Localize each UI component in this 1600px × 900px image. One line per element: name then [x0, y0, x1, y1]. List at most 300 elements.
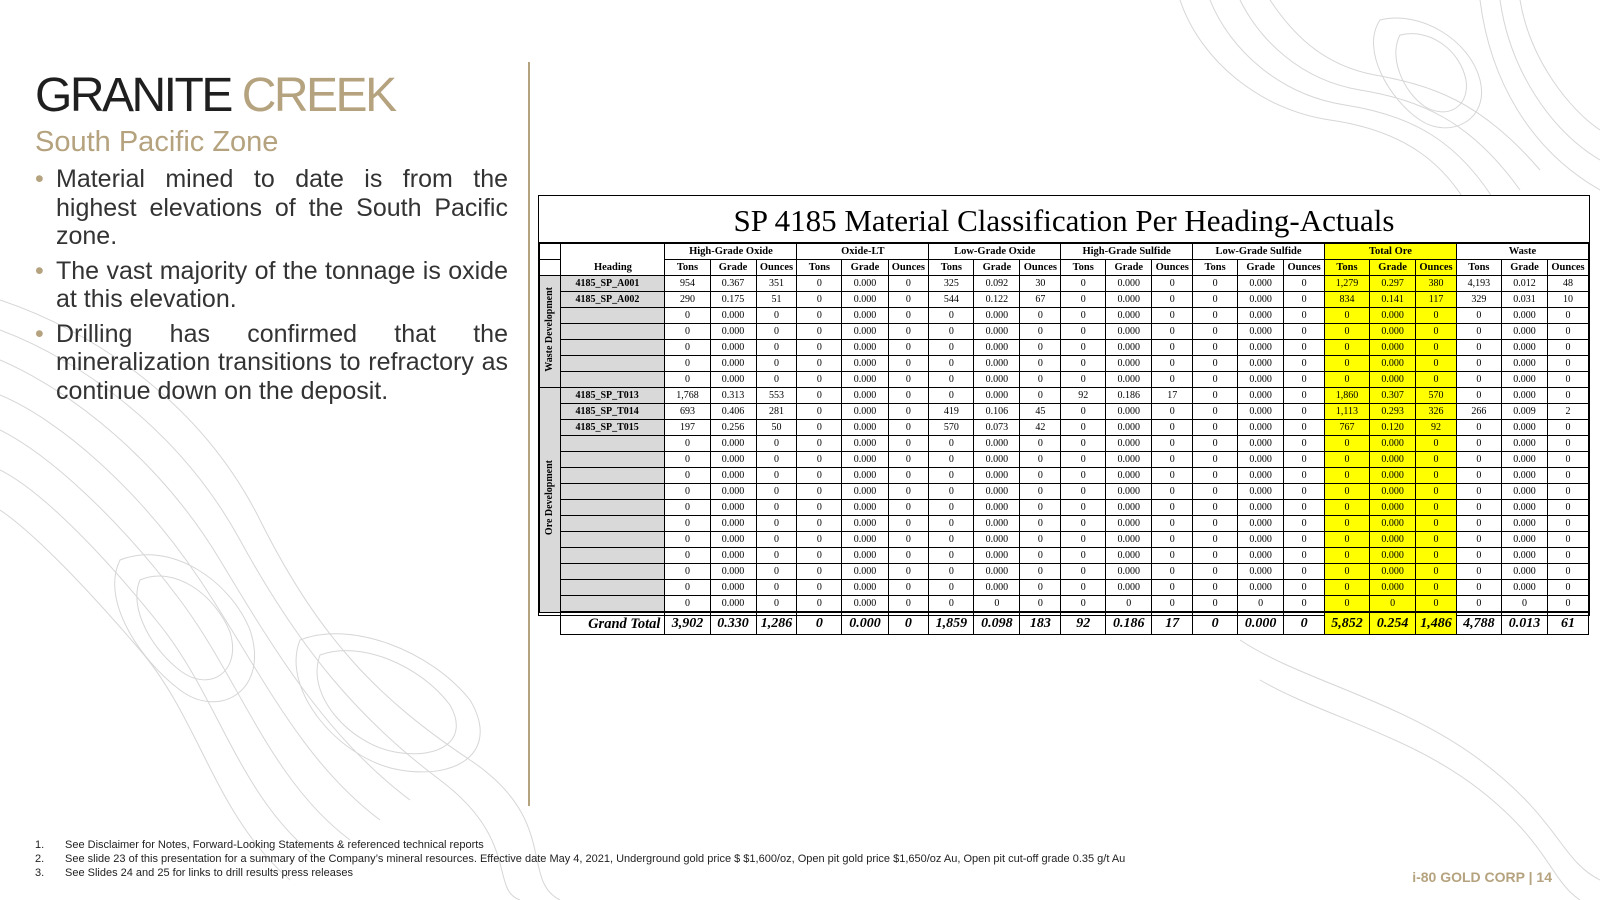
value-cell: 0.000 [710, 452, 756, 468]
value-cell: 0 [1548, 516, 1589, 532]
value-cell: 0.000 [974, 436, 1020, 452]
value-cell: 0 [1061, 516, 1106, 532]
value-cell: 0 [797, 468, 842, 484]
value-cell: 0 [929, 548, 974, 564]
value-cell: 0 [888, 388, 929, 404]
value-cell: 0 [1152, 564, 1193, 580]
value-cell: 0 [1284, 372, 1325, 388]
value-cell: 0 [797, 548, 842, 564]
value-cell: 0 [665, 500, 710, 516]
value-cell: 0.000 [1238, 388, 1284, 404]
value-cell: 0.000 [974, 532, 1020, 548]
value-cell: 0.000 [1106, 276, 1152, 292]
value-cell: 0 [1548, 436, 1589, 452]
value-cell: 0 [1456, 484, 1501, 500]
table-row [540, 548, 1589, 564]
table-row [540, 388, 1589, 404]
value-cell: 0 [1061, 500, 1106, 516]
value-cell: 0 [1152, 356, 1193, 372]
value-cell: 0 [888, 436, 929, 452]
value-cell: 0 [1020, 356, 1061, 372]
value-cell: 834 [1324, 292, 1369, 308]
value-cell: 0.000 [842, 372, 888, 388]
value-cell: 0.000 [1238, 372, 1284, 388]
value-cell: 0 [1152, 452, 1193, 468]
value-cell: 0 [797, 580, 842, 596]
value-cell: 0 [756, 500, 797, 516]
value-cell: 67 [1020, 292, 1061, 308]
value-cell: 0.000 [1501, 580, 1547, 596]
group-header: Waste [1456, 244, 1588, 260]
value-cell: 0.293 [1370, 404, 1416, 420]
value-cell: 0 [1284, 324, 1325, 340]
value-cell: 10 [1548, 292, 1589, 308]
value-cell: 0 [888, 452, 929, 468]
value-cell: 0.000 [1238, 308, 1284, 324]
value-cell: 48 [1548, 276, 1589, 292]
table-row [540, 580, 1589, 596]
value-cell: 0.000 [974, 548, 1020, 564]
value-cell: 0 [1456, 500, 1501, 516]
value-cell: 0 [797, 372, 842, 388]
footnote-text: See Disclaimer for Notes, Forward-Looking Statements & referenced technical reports [65, 839, 484, 851]
value-cell: 0 [1324, 436, 1369, 452]
value-cell: 0.000 [842, 452, 888, 468]
grand-total-row [540, 612, 1589, 635]
value-cell: 0.120 [1370, 420, 1416, 436]
value-cell: 0.000 [1501, 340, 1547, 356]
value-cell: 0 [1020, 436, 1061, 452]
value-cell: 0.000 [842, 388, 888, 404]
value-cell: 0 [1324, 308, 1369, 324]
value-cell: 0.000 [710, 548, 756, 564]
value-cell: 0.000 [1238, 452, 1284, 468]
grand-total-value: 0 [1193, 612, 1238, 635]
value-cell: 0 [1456, 420, 1501, 436]
value-cell: 0 [1324, 468, 1369, 484]
value-cell: 0 [888, 484, 929, 500]
table-row [540, 516, 1589, 532]
subcolumn-header: Ounces [1152, 260, 1193, 276]
value-cell: 0.000 [842, 324, 888, 340]
value-cell: 419 [929, 404, 974, 420]
value-cell: 0 [665, 452, 710, 468]
value-cell: 0 [1416, 548, 1457, 564]
corner-cell [540, 260, 561, 276]
value-cell: 17 [1152, 388, 1193, 404]
value-cell: 0.186 [1106, 388, 1152, 404]
value-cell: 0 [1370, 596, 1416, 613]
value-cell: 329 [1456, 292, 1501, 308]
value-cell: 0.000 [710, 532, 756, 548]
value-cell: 0 [1061, 468, 1106, 484]
value-cell: 0.256 [710, 420, 756, 436]
value-cell: 0.000 [1106, 468, 1152, 484]
heading-cell: 4185_SP_A001 [561, 276, 665, 292]
value-cell: 0 [797, 452, 842, 468]
value-cell: 0.000 [1501, 548, 1547, 564]
value-cell: 0 [1548, 548, 1589, 564]
subcolumn-header: Grade [1106, 260, 1152, 276]
value-cell: 325 [929, 276, 974, 292]
value-cell: 0.000 [842, 292, 888, 308]
value-cell: 0.000 [842, 580, 888, 596]
value-cell: 0 [756, 372, 797, 388]
value-cell: 0.000 [1238, 404, 1284, 420]
value-cell: 0.000 [842, 548, 888, 564]
value-cell: 0 [1152, 436, 1193, 452]
value-cell: 0 [1020, 596, 1061, 613]
value-cell: 0 [1456, 516, 1501, 532]
section-label-cell [540, 276, 561, 388]
value-cell: 0 [1061, 564, 1106, 580]
value-cell: 0 [1061, 276, 1106, 292]
value-cell: 0 [1456, 580, 1501, 596]
value-cell: 0 [1284, 388, 1325, 404]
value-cell: 0 [929, 596, 974, 613]
grand-total-value: 4,788 [1456, 612, 1501, 635]
value-cell: 0 [1193, 372, 1238, 388]
value-cell: 2 [1548, 404, 1589, 420]
value-cell: 0 [1456, 532, 1501, 548]
value-cell: 0 [797, 388, 842, 404]
value-cell: 0 [1152, 276, 1193, 292]
value-cell: 0 [1193, 580, 1238, 596]
table-row [540, 532, 1589, 548]
value-cell: 0.000 [1370, 564, 1416, 580]
value-cell: 0 [1284, 420, 1325, 436]
subcolumn-header: Tons [1456, 260, 1501, 276]
grand-total-label: Grand Total [561, 612, 665, 635]
value-cell: 0 [756, 484, 797, 500]
value-cell: 0.000 [974, 340, 1020, 356]
value-cell: 0 [1061, 452, 1106, 468]
title-word-creek: CREEK [241, 69, 395, 122]
value-cell: 0.000 [1370, 500, 1416, 516]
value-cell: 0 [797, 308, 842, 324]
value-cell: 0 [1324, 484, 1369, 500]
value-cell: 0.000 [1238, 436, 1284, 452]
footnote-number: 1. [35, 839, 45, 851]
value-cell: 0 [1548, 532, 1589, 548]
value-cell: 0 [665, 308, 710, 324]
value-cell: 0 [929, 468, 974, 484]
value-cell: 0.000 [1106, 340, 1152, 356]
section-label-cell [540, 388, 561, 613]
value-cell: 0 [1456, 564, 1501, 580]
value-cell: 0 [1456, 340, 1501, 356]
value-cell: 0 [1324, 548, 1369, 564]
value-cell: 0 [1324, 516, 1369, 532]
value-cell: 0.000 [1106, 580, 1152, 596]
value-cell: 0 [1548, 420, 1589, 436]
value-cell: 0.000 [1370, 340, 1416, 356]
value-cell: 0 [797, 500, 842, 516]
value-cell: 0.000 [1370, 324, 1416, 340]
value-cell: 0 [1061, 356, 1106, 372]
value-cell: 0.000 [842, 500, 888, 516]
value-cell: 0 [888, 468, 929, 484]
table-row [540, 372, 1589, 388]
value-cell: 0 [929, 372, 974, 388]
value-cell: 0 [1061, 484, 1106, 500]
value-cell: 0 [1152, 532, 1193, 548]
value-cell: 0 [1061, 548, 1106, 564]
subcolumn-header: Grade [1370, 260, 1416, 276]
value-cell: 266 [1456, 404, 1501, 420]
value-cell: 0 [1548, 340, 1589, 356]
value-cell: 0 [756, 452, 797, 468]
subcolumn-header: Ounces [888, 260, 929, 276]
value-cell: 0.009 [1501, 404, 1547, 420]
value-cell: 0.000 [1238, 580, 1284, 596]
value-cell: 0 [1020, 500, 1061, 516]
table-row [540, 356, 1589, 372]
value-cell: 0.000 [710, 500, 756, 516]
value-cell: 0.000 [842, 340, 888, 356]
value-cell: 0 [1193, 484, 1238, 500]
value-cell: 0 [1416, 484, 1457, 500]
value-cell: 0 [1020, 468, 1061, 484]
value-cell: 0 [1020, 452, 1061, 468]
value-cell: 0 [1152, 516, 1193, 532]
value-cell: 326 [1416, 404, 1457, 420]
value-cell: 0 [1324, 452, 1369, 468]
value-cell: 45 [1020, 404, 1061, 420]
value-cell: 0.000 [1106, 484, 1152, 500]
grand-total-value: 0.186 [1106, 612, 1152, 635]
group-header: High-Grade Oxide [665, 244, 797, 260]
value-cell: 0 [797, 596, 842, 613]
value-cell: 0 [797, 340, 842, 356]
value-cell: 0 [1548, 372, 1589, 388]
value-cell: 0 [1193, 468, 1238, 484]
value-cell: 0.000 [710, 564, 756, 580]
value-cell: 0 [929, 324, 974, 340]
section-label: Ore Development [544, 459, 556, 535]
value-cell: 0 [1061, 372, 1106, 388]
value-cell: 0 [888, 324, 929, 340]
value-cell: 0.000 [1370, 532, 1416, 548]
footnote [35, 838, 1125, 852]
value-cell: 0 [1152, 372, 1193, 388]
value-cell: 0 [756, 324, 797, 340]
value-cell: 0 [1020, 340, 1061, 356]
heading-cell: 4185_SP_T013 [561, 388, 665, 404]
value-cell: 0.000 [1501, 356, 1547, 372]
value-cell: 0.000 [1106, 372, 1152, 388]
value-cell: 0 [929, 564, 974, 580]
value-cell: 0 [888, 532, 929, 548]
value-cell: 0 [1456, 468, 1501, 484]
table-row [540, 596, 1589, 613]
value-cell: 0 [929, 308, 974, 324]
value-cell: 0.000 [710, 324, 756, 340]
value-cell: 0.000 [1370, 436, 1416, 452]
value-cell: 0 [1193, 308, 1238, 324]
value-cell: 0.000 [1106, 532, 1152, 548]
value-cell: 553 [756, 388, 797, 404]
value-cell: 0 [1456, 548, 1501, 564]
value-cell: 0 [1284, 532, 1325, 548]
value-cell: 0 [1152, 340, 1193, 356]
value-cell: 0 [929, 436, 974, 452]
value-cell: 0.000 [710, 596, 756, 613]
footnote-number: 2. [35, 853, 45, 865]
grand-total-value: 0.254 [1370, 612, 1416, 635]
group-header: Oxide-LT [797, 244, 929, 260]
value-cell: 0.000 [1370, 548, 1416, 564]
value-cell: 0 [929, 500, 974, 516]
footer-brand-page-number: i-80 GOLD CORP | 14 [1412, 869, 1552, 885]
footnote [35, 852, 1125, 866]
grand-total-value: 61 [1548, 612, 1589, 635]
value-cell: 0 [1193, 276, 1238, 292]
value-cell: 0.000 [1106, 356, 1152, 372]
value-cell: 0 [1284, 564, 1325, 580]
value-cell: 0 [797, 324, 842, 340]
slide-title [35, 69, 395, 122]
value-cell: 570 [1416, 388, 1457, 404]
value-cell: 0 [1152, 468, 1193, 484]
value-cell: 0 [888, 292, 929, 308]
value-cell: 0 [1193, 324, 1238, 340]
value-cell: 50 [756, 420, 797, 436]
value-cell: 0.000 [1501, 468, 1547, 484]
value-cell: 1,113 [1324, 404, 1369, 420]
value-cell: 0 [888, 580, 929, 596]
value-cell: 0 [1284, 516, 1325, 532]
value-cell: 0.000 [842, 564, 888, 580]
value-cell: 0 [1416, 436, 1457, 452]
value-cell: 0.000 [1106, 404, 1152, 420]
value-cell: 0 [1193, 388, 1238, 404]
value-cell: 42 [1020, 420, 1061, 436]
grand-total-value: 0 [797, 612, 842, 635]
value-cell: 0 [797, 532, 842, 548]
subcolumn-header: Grade [974, 260, 1020, 276]
heading-column-header: Heading [561, 244, 665, 276]
value-cell: 0 [1193, 420, 1238, 436]
value-cell: 0 [1193, 564, 1238, 580]
value-cell: 0.313 [710, 388, 756, 404]
value-cell: 0 [1152, 404, 1193, 420]
value-cell: 0.000 [842, 404, 888, 420]
value-cell: 0.000 [710, 308, 756, 324]
value-cell: 0 [929, 452, 974, 468]
value-cell: 0 [1548, 452, 1589, 468]
value-cell: 0 [1193, 292, 1238, 308]
value-cell: 0.000 [1106, 500, 1152, 516]
value-cell: 0.000 [842, 420, 888, 436]
value-cell: 0 [797, 420, 842, 436]
value-cell: 0 [797, 356, 842, 372]
heading-cell: 4185_SP_T014 [561, 404, 665, 420]
value-cell: 0.000 [710, 436, 756, 452]
value-cell: 0 [1416, 452, 1457, 468]
subcolumn-header: Grade [1238, 260, 1284, 276]
value-cell: 0 [665, 580, 710, 596]
material-classification-table-panel [538, 195, 1590, 632]
value-cell: 0 [1416, 516, 1457, 532]
value-cell: 0.000 [1238, 532, 1284, 548]
value-cell: 0.000 [974, 388, 1020, 404]
slide-subtitle: South Pacific Zone [35, 126, 279, 158]
table-row [540, 340, 1589, 356]
value-cell: 0 [1020, 580, 1061, 596]
value-cell: 0.367 [710, 276, 756, 292]
value-cell: 0 [1238, 596, 1284, 613]
value-cell: 0 [1020, 564, 1061, 580]
value-cell: 0 [1284, 596, 1325, 613]
value-cell: 0 [1061, 308, 1106, 324]
value-cell: 0.000 [842, 484, 888, 500]
value-cell: 0 [1416, 580, 1457, 596]
value-cell: 290 [665, 292, 710, 308]
subcolumn-header: Tons [1193, 260, 1238, 276]
value-cell: 0.000 [1238, 468, 1284, 484]
value-cell: 0 [888, 516, 929, 532]
value-cell: 0.000 [1238, 276, 1284, 292]
subcolumn-header: Tons [929, 260, 974, 276]
value-cell: 0 [1106, 596, 1152, 613]
value-cell: 0.000 [1370, 452, 1416, 468]
value-cell: 0 [1193, 500, 1238, 516]
heading-cell [561, 372, 665, 388]
value-cell: 0 [1501, 596, 1547, 613]
value-cell: 0.000 [1106, 420, 1152, 436]
value-cell: 0.000 [974, 324, 1020, 340]
heading-cell [561, 340, 665, 356]
group-header: High-Grade Sulfide [1061, 244, 1193, 260]
value-cell: 0 [1061, 340, 1106, 356]
value-cell: 0 [1284, 436, 1325, 452]
value-cell: 0 [756, 596, 797, 613]
bullet-item: • The vast majority of the tonnage is oxide at this elevation. [35, 257, 508, 314]
grand-total-value: 3,902 [665, 612, 710, 635]
value-cell: 0 [929, 532, 974, 548]
value-cell: 0.000 [974, 372, 1020, 388]
table-row [540, 436, 1589, 452]
value-cell: 0 [1284, 452, 1325, 468]
value-cell: 0 [1284, 404, 1325, 420]
value-cell: 0.000 [1501, 500, 1547, 516]
value-cell: 0.000 [1370, 308, 1416, 324]
group-header: Low-Grade Sulfide [1193, 244, 1325, 260]
value-cell: 0.000 [1370, 372, 1416, 388]
value-cell: 0.000 [842, 276, 888, 292]
heading-cell [561, 500, 665, 516]
subcolumn-header: Grade [1501, 260, 1547, 276]
value-cell: 0 [1548, 356, 1589, 372]
value-cell: 0 [929, 340, 974, 356]
grand-total-value: 1,486 [1416, 612, 1457, 635]
value-cell: 0 [1456, 324, 1501, 340]
value-cell: 0 [1548, 468, 1589, 484]
value-cell: 0 [1284, 308, 1325, 324]
value-cell: 0 [797, 404, 842, 420]
value-cell: 0 [888, 340, 929, 356]
value-cell: 351 [756, 276, 797, 292]
value-cell: 0 [1284, 500, 1325, 516]
value-cell: 0.000 [1501, 420, 1547, 436]
vertical-divider [528, 62, 530, 806]
subcolumn-header: Tons [1061, 260, 1106, 276]
value-cell: 0 [797, 484, 842, 500]
value-cell: 0 [1548, 580, 1589, 596]
value-cell: 0.122 [974, 292, 1020, 308]
value-cell: 0.141 [1370, 292, 1416, 308]
